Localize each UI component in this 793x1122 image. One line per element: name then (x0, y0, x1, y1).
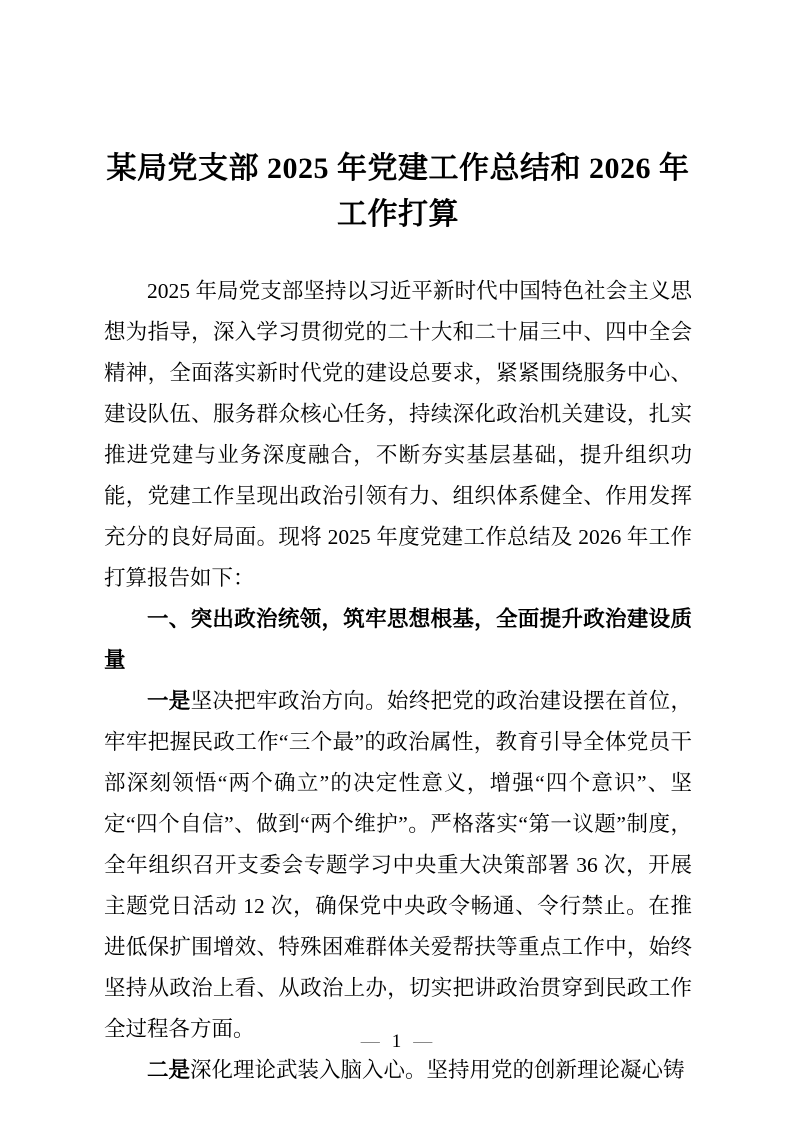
bold-lead-in-text: 一是 (147, 689, 191, 713)
footer-right-dash: — (413, 1031, 433, 1052)
document-title: 某局党支部 2025 年党建工作总结和 2026 年工作打算 (106, 152, 690, 231)
paragraph-point-1 (104, 681, 692, 1050)
document-body (104, 271, 692, 1091)
footer-left-dash: — (360, 1031, 380, 1052)
paragraph-intro (104, 271, 692, 599)
bold-lead-in-text: 二是 (147, 1058, 191, 1082)
paragraph-point-2 (104, 1050, 692, 1091)
document-content (104, 146, 692, 1091)
bold-lead-in-text: 一、突出政治统领，筑牢思想根基，全面提升政治建设质量 (104, 607, 692, 672)
paragraph-text: 深化理论武装入脑入心。坚持用党的创新理论凝心铸 (190, 1058, 685, 1082)
paragraph-text: 2025 年局党支部坚持以习近平新时代中国特色社会主义思想为指导，深入学习贯彻党的二十大和二十届三中、四中全会精神，全面落实新时代党的建设总要求，紧紧围绕服务中心、建设队伍、服务群众核心任务，持续深化政治机关建设，扎实推进党建与业务深度融合，不断夯实基层基础，提升组织功能，党建工作呈现出政治引领有力、组织体系健全、作用发挥充分的良好局面。现将 2025 年度党建工作总结及 2026 年工作打算报告如下： (104, 279, 692, 590)
paragraph-text: 坚决把牢政治方向。始终把党的政治建设摆在首位，牢牢把握民政工作“三个最”的政治属性，教育引导全体党员干部深刻领悟“两个确立”的决定性意义，增强“四个意识”、坚定“四个自信”、做到“两个维护”。严格落实“第一议题”制度，全年组织召开支委会专题学习中央重大决策部署 36 次，开展主题党日活动 12 次，确保党中央政令畅通、令行禁止。在推进低保扩围增效、特殊困难群体关爱帮扶等重点工作中，始终坚持从政治上看、从政治上办，切实把讲政治贯穿到民政工作全过程各方面。 (104, 689, 692, 1041)
paragraph-section-1-heading (104, 599, 692, 681)
page-footer (0, 1030, 793, 1054)
page-number: 1 (391, 1031, 402, 1052)
